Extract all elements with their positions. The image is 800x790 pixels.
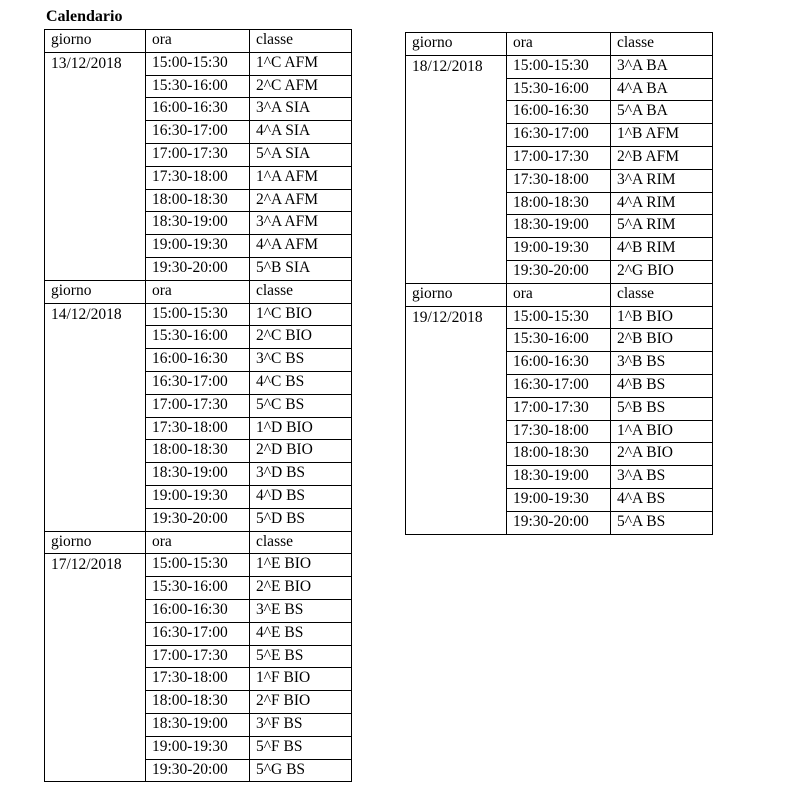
class-cell: 2^C AFM: [250, 75, 352, 98]
header-giorno: giorno: [45, 30, 146, 53]
time-cell: 17:00-17:30: [146, 143, 250, 166]
table-row: [406, 306, 713, 329]
class-cell: 5^B BS: [611, 397, 713, 420]
header-giorno: giorno: [406, 33, 507, 56]
class-cell: 5^A SIA: [250, 143, 352, 166]
class-cell: 1^E BIO: [250, 554, 352, 577]
class-cell: 2^A BIO: [611, 443, 713, 466]
time-cell: 16:00-16:30: [146, 349, 250, 372]
header-ora: ora: [507, 283, 611, 306]
time-cell: 17:00-17:30: [146, 394, 250, 417]
time-cell: 17:30-18:00: [146, 166, 250, 189]
table-row: [45, 554, 352, 577]
time-cell: 18:30-19:00: [146, 212, 250, 235]
class-cell: 4^A BA: [611, 78, 713, 101]
header-classe: classe: [611, 283, 713, 306]
time-cell: 17:30-18:00: [507, 420, 611, 443]
class-cell: 2^D BIO: [250, 440, 352, 463]
class-cell: 3^B BS: [611, 352, 713, 375]
time-cell: 19:00-19:30: [507, 488, 611, 511]
class-cell: 5^G BS: [250, 759, 352, 782]
time-cell: 18:30-19:00: [146, 713, 250, 736]
time-cell: 15:00-15:30: [507, 306, 611, 329]
time-cell: 19:30-20:00: [507, 511, 611, 534]
class-cell: 4^C BS: [250, 371, 352, 394]
class-cell: 5^A BA: [611, 101, 713, 124]
class-cell: 5^F BS: [250, 736, 352, 759]
header-giorno: giorno: [406, 283, 507, 306]
time-cell: 16:00-16:30: [507, 352, 611, 375]
day-block: [406, 283, 713, 534]
header-row: [406, 283, 713, 306]
time-cell: 17:30-18:00: [507, 169, 611, 192]
class-cell: 1^F BIO: [250, 668, 352, 691]
class-cell: 3^A BA: [611, 55, 713, 78]
day-cell: 17/12/2018: [45, 554, 146, 782]
time-cell: 17:30-18:00: [146, 668, 250, 691]
class-cell: 5^D BS: [250, 508, 352, 531]
time-cell: 18:00-18:30: [146, 189, 250, 212]
header-classe: classe: [250, 531, 352, 554]
class-cell: 3^F BS: [250, 713, 352, 736]
class-cell: 1^B AFM: [611, 124, 713, 147]
schedule-table-right: [405, 32, 713, 535]
header-classe: classe: [250, 30, 352, 53]
day-cell: 13/12/2018: [45, 52, 146, 280]
time-cell: 19:00-19:30: [146, 235, 250, 258]
class-cell: 1^B BIO: [611, 306, 713, 329]
time-cell: 18:00-18:30: [146, 440, 250, 463]
class-cell: 1^C AFM: [250, 52, 352, 75]
class-cell: 2^C BIO: [250, 326, 352, 349]
header-ora: ora: [146, 30, 250, 53]
time-cell: 19:00-19:30: [507, 238, 611, 261]
header-ora: ora: [146, 280, 250, 303]
time-cell: 19:30-20:00: [146, 508, 250, 531]
time-cell: 16:30-17:00: [146, 121, 250, 144]
time-cell: 16:30-17:00: [507, 124, 611, 147]
time-cell: 15:00-15:30: [507, 55, 611, 78]
class-cell: 4^A AFM: [250, 235, 352, 258]
time-cell: 15:00-15:30: [146, 303, 250, 326]
header-classe: classe: [250, 280, 352, 303]
time-cell: 15:00-15:30: [146, 554, 250, 577]
class-cell: 4^E BS: [250, 622, 352, 645]
time-cell: 17:00-17:30: [146, 645, 250, 668]
header-ora: ora: [146, 531, 250, 554]
class-cell: 5^C BS: [250, 394, 352, 417]
class-cell: 3^A SIA: [250, 98, 352, 121]
table-row: [45, 52, 352, 75]
page-title: Calendario: [46, 8, 123, 25]
class-cell: 2^G BIO: [611, 260, 713, 283]
time-cell: 19:00-19:30: [146, 485, 250, 508]
table-row: [406, 55, 713, 78]
time-cell: 18:00-18:30: [146, 691, 250, 714]
day-block: [45, 30, 352, 281]
time-cell: 16:00-16:30: [507, 101, 611, 124]
class-cell: 3^E BS: [250, 599, 352, 622]
time-cell: 19:30-20:00: [146, 257, 250, 280]
time-cell: 18:30-19:00: [507, 466, 611, 489]
time-cell: 17:00-17:30: [507, 146, 611, 169]
day-cell: 19/12/2018: [406, 306, 507, 534]
class-cell: 2^F BIO: [250, 691, 352, 714]
class-cell: 3^A BS: [611, 466, 713, 489]
class-cell: 3^A RIM: [611, 169, 713, 192]
time-cell: 16:00-16:30: [146, 599, 250, 622]
class-cell: 3^A AFM: [250, 212, 352, 235]
time-cell: 19:30-20:00: [507, 260, 611, 283]
time-cell: 18:00-18:30: [507, 443, 611, 466]
header-row: [45, 531, 352, 554]
header-giorno: giorno: [45, 280, 146, 303]
header-classe: classe: [611, 33, 713, 56]
table-row: [45, 303, 352, 326]
class-cell: 4^A BS: [611, 488, 713, 511]
class-cell: 5^A BS: [611, 511, 713, 534]
class-cell: 5^E BS: [250, 645, 352, 668]
time-cell: 16:00-16:30: [146, 98, 250, 121]
time-cell: 15:30-16:00: [507, 78, 611, 101]
time-cell: 17:00-17:30: [507, 397, 611, 420]
header-giorno: giorno: [45, 531, 146, 554]
day-block: [45, 531, 352, 782]
time-cell: 15:00-15:30: [146, 52, 250, 75]
schedule-table-left: [44, 29, 352, 782]
day-cell: 18/12/2018: [406, 55, 507, 283]
day-block: [406, 33, 713, 284]
class-cell: 4^B BS: [611, 374, 713, 397]
time-cell: 18:30-19:00: [507, 215, 611, 238]
header-ora: ora: [507, 33, 611, 56]
class-cell: 1^D BIO: [250, 417, 352, 440]
class-cell: 3^C BS: [250, 349, 352, 372]
time-cell: 15:30-16:00: [146, 577, 250, 600]
class-cell: 4^B RIM: [611, 238, 713, 261]
time-cell: 15:30-16:00: [507, 329, 611, 352]
class-cell: 5^A RIM: [611, 215, 713, 238]
header-row: [45, 280, 352, 303]
class-cell: 4^A SIA: [250, 121, 352, 144]
time-cell: 19:30-20:00: [146, 759, 250, 782]
class-cell: 2^E BIO: [250, 577, 352, 600]
class-cell: 3^D BS: [250, 463, 352, 486]
time-cell: 16:30-17:00: [146, 622, 250, 645]
time-cell: 19:00-19:30: [146, 736, 250, 759]
time-cell: 18:30-19:00: [146, 463, 250, 486]
class-cell: 2^B BIO: [611, 329, 713, 352]
class-cell: 4^A RIM: [611, 192, 713, 215]
time-cell: 15:30-16:00: [146, 75, 250, 98]
class-cell: 1^A AFM: [250, 166, 352, 189]
class-cell: 2^B AFM: [611, 146, 713, 169]
day-block: [45, 280, 352, 531]
class-cell: 2^A AFM: [250, 189, 352, 212]
time-cell: 16:30-17:00: [146, 371, 250, 394]
day-cell: 14/12/2018: [45, 303, 146, 531]
class-cell: 1^C BIO: [250, 303, 352, 326]
class-cell: 1^A BIO: [611, 420, 713, 443]
header-row: [406, 33, 713, 56]
time-cell: 17:30-18:00: [146, 417, 250, 440]
header-row: [45, 30, 352, 53]
class-cell: 4^D BS: [250, 485, 352, 508]
class-cell: 5^B SIA: [250, 257, 352, 280]
time-cell: 15:30-16:00: [146, 326, 250, 349]
time-cell: 18:00-18:30: [507, 192, 611, 215]
time-cell: 16:30-17:00: [507, 374, 611, 397]
